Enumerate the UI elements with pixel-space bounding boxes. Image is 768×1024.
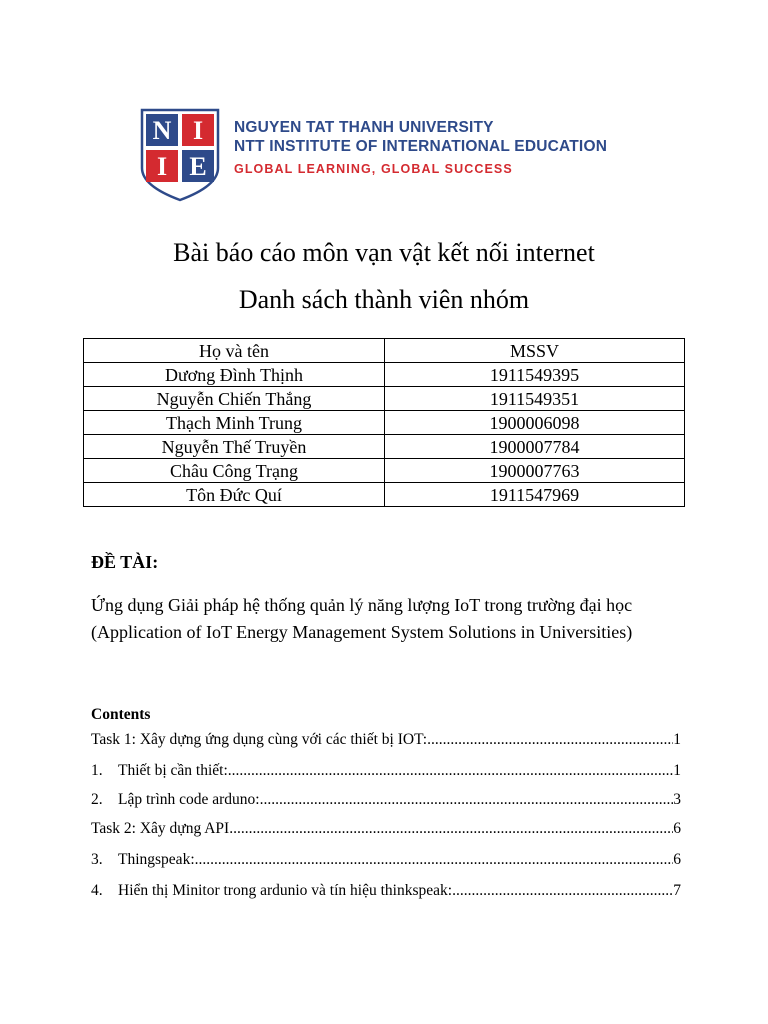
column-header-student-id: MSSV — [385, 339, 685, 363]
svg-text:I: I — [156, 152, 168, 181]
member-name: Dương Đình Thịnh — [84, 363, 385, 387]
toc-entry[interactable] — [91, 882, 681, 900]
member-student-id: 1900007784 — [385, 435, 685, 459]
member-name: Nguyễn Chiến Thắng — [84, 387, 385, 411]
toc-dot-leader — [195, 851, 674, 869]
toc-dot-leader — [229, 820, 673, 838]
toc-entry-text: Thingspeak: — [118, 851, 195, 868]
column-header-name: Họ và tên — [84, 339, 385, 363]
report-title: Bài báo cáo môn vạn vật kết nối internet — [173, 238, 595, 267]
toc-dot-leader — [452, 882, 673, 900]
toc-entry[interactable] — [91, 791, 681, 809]
table-row — [84, 387, 685, 411]
toc-dot-leader — [228, 762, 673, 780]
member-name: Thạch Minh Trung — [84, 411, 385, 435]
svg-text:E: E — [189, 152, 207, 181]
member-student-id: 1900006098 — [385, 411, 685, 435]
toc-entry-text: Task 1: Xây dựng ứng dụng cùng với các thiết bị IOT: — [91, 731, 428, 748]
toc-dot-leader — [427, 731, 673, 749]
institute-name: NTT INSTITUTE OF INTERNATIONAL EDUCATION — [234, 138, 608, 155]
toc-page-number: 6 — [673, 851, 681, 868]
table-row — [84, 435, 685, 459]
member-student-id: 1911547969 — [385, 483, 685, 507]
table-row — [84, 363, 685, 387]
members-table — [83, 338, 685, 507]
member-name: Nguyễn Thế Truyền — [84, 435, 385, 459]
toc-entry-number: 4. — [91, 882, 103, 899]
report-subtitle: Danh sách thành viên nhóm — [238, 285, 530, 314]
member-student-id: 1911549395 — [385, 363, 685, 387]
toc-page-number: 6 — [673, 820, 681, 837]
table-row — [84, 459, 685, 483]
contents-title: Contents — [91, 706, 151, 723]
toc-entry[interactable] — [91, 731, 681, 749]
table-header-row — [84, 339, 685, 363]
toc-page-number: 7 — [673, 882, 681, 899]
member-name: Châu Công Trạng — [84, 459, 385, 483]
university-name: NGUYEN TAT THANH UNIVERSITY — [234, 119, 494, 136]
member-name: Tôn Đức Quí — [84, 483, 385, 507]
toc-page-number: 1 — [673, 762, 681, 779]
svg-text:N: N — [152, 116, 172, 145]
toc-entry-number: 3. — [91, 851, 103, 868]
toc-entry-number: 2. — [91, 791, 103, 808]
toc-entry[interactable] — [91, 820, 681, 838]
topic-text: Ứng dụng Giải pháp hệ thống quản lý năng lượng IoT trong trường đại học (Application of IoT Energy Management System Solutions in Universities) — [91, 595, 633, 642]
toc-entry-text: Hiển thị Minitor trong ardunio và tín hiệu thinkspeak: — [118, 882, 453, 899]
toc-dot-leader — [260, 791, 674, 809]
topic-heading: ĐỀ TÀI: — [91, 552, 159, 572]
toc-entry-text: Task 2: Xây dựng API — [91, 820, 230, 837]
university-logo — [140, 108, 220, 202]
table-row — [84, 483, 685, 507]
toc-entry-text: Lập trình code arduno: — [118, 791, 260, 808]
member-student-id: 1911549351 — [385, 387, 685, 411]
university-slogan: GLOBAL LEARNING, GLOBAL SUCCESS — [234, 162, 513, 176]
toc-page-number: 1 — [673, 731, 681, 748]
svg-text:I: I — [192, 116, 204, 145]
member-student-id: 1900007763 — [385, 459, 685, 483]
toc-entry-number: 1. — [91, 762, 103, 779]
toc-page-number: 3 — [673, 791, 681, 808]
toc-entry[interactable] — [91, 762, 681, 780]
table-row — [84, 411, 685, 435]
toc-entry[interactable] — [91, 851, 681, 869]
toc-entry-text: Thiết bị cần thiết: — [118, 762, 228, 779]
